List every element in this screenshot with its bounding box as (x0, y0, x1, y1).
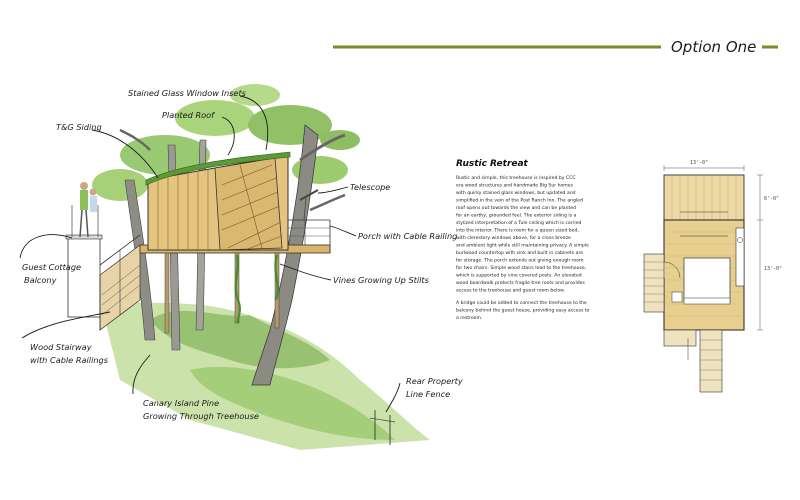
description-line: with clerestory windows above, for a cross breeze (456, 236, 571, 241)
description-line: for two chairs. Simple wood stairs lead to the treehouse, (456, 266, 587, 271)
treehouse-sketch (66, 84, 430, 450)
description-line: for storage. The porch extends out giving enough room (456, 258, 584, 264)
leader-porch (330, 226, 356, 236)
leader-rear-fence (386, 383, 400, 412)
label-planted-roof: Planted Roof (162, 110, 215, 120)
plan-dim-side-2: 13'-0" (764, 266, 783, 272)
description-line: A bridge could be added to connect the treehouse to the (456, 301, 587, 306)
page-title: Option One (671, 38, 757, 56)
label-rear-fence-1: Rear Property (406, 376, 463, 386)
floor-plan (644, 160, 782, 392)
label-stained-glass: Stained Glass Window Insets (128, 88, 246, 98)
label-guest-cottage-1: Guest Cottage (22, 262, 82, 272)
label-wood-stairway-1: Wood Stairway (30, 342, 92, 352)
description-block (456, 159, 590, 321)
description-line: which is supported by vine covered posts. An elevated (456, 273, 582, 279)
description-line: access to the treehouse and guest room below. (456, 288, 565, 294)
header (333, 38, 778, 56)
description-line: simplified in the vein of the Post Ranch Inn. The angled (456, 198, 583, 204)
leader-telescope (318, 187, 348, 193)
description-line: Rustic and simple, this treehouse is inspired by CCC (456, 176, 576, 181)
label-wood-stairway-2: with Cable Railings (30, 355, 109, 365)
label-tg-siding: T&G Siding (56, 122, 102, 132)
description-paragraph-2 (456, 300, 590, 321)
description-line: into the interior. There is room for a queen sized bed, (456, 228, 579, 234)
description-line: with quirky stained glass windows, but updated and (456, 191, 576, 196)
description-title: Rustic Retreat (456, 159, 528, 169)
description-paragraph-1 (456, 175, 589, 294)
description-line: a restroom. (456, 316, 483, 321)
description-line: stylized interpretation of a Tule ceiling which is carried (456, 221, 582, 226)
description-line: burlwood countertop with sink and built in cabinets are (456, 251, 584, 256)
guest-cottage-balcony (66, 182, 102, 317)
description-line: balcony behind the guest house, providing easy access to (456, 308, 590, 314)
label-canary-2: Growing Through Treehouse (143, 411, 259, 421)
label-rear-fence-2: Line Fence (406, 389, 451, 399)
description-line: wood boardwalk protects fragile tree roots and provides (456, 281, 585, 286)
leader-guest-cottage (20, 235, 72, 258)
description-line: roof opens out towards the view and can be planted (456, 206, 577, 211)
label-guest-cottage-2: Balcony (24, 275, 57, 285)
label-vines: Vines Growing Up Stilts (333, 275, 429, 285)
label-porch: Porch with Cable Railing (358, 231, 458, 241)
description-line: for an earthy, grounded feel. The exterior siding is a (456, 213, 577, 219)
label-canary-1: Canary Island Pine (143, 398, 220, 408)
plan-dim-side-1: 6'-0" (764, 196, 780, 202)
description-line: era wood structures and handmade Big Sur homes (456, 183, 573, 189)
description-line: and ambient light while still maintaining privacy. A simple (456, 243, 589, 249)
label-telescope: Telescope (350, 182, 391, 192)
plan-dim-top: 13'-0" (690, 160, 709, 166)
